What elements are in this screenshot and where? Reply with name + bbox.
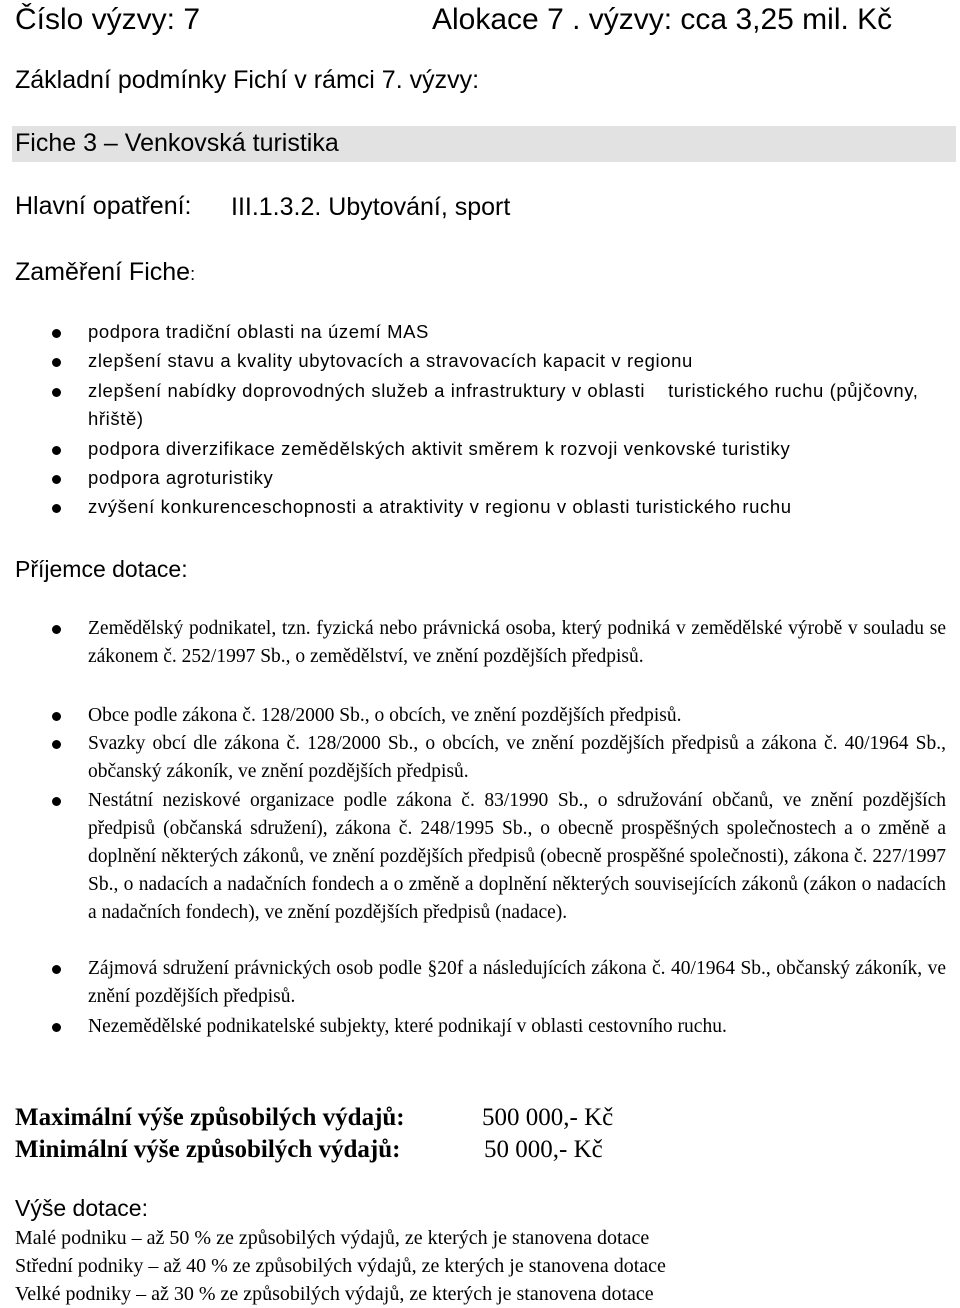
fiche-title: Fiche 3 – Venkovská turistika bbox=[15, 129, 339, 157]
bullet-icon bbox=[52, 475, 61, 484]
recipients-heading: Příjemce dotace: bbox=[15, 556, 188, 582]
call-number: Číslo výzvy: 7 bbox=[15, 3, 201, 36]
focus-heading bbox=[15, 256, 195, 290]
min-expenses-label: Minimální výše způsobilých výdajů: bbox=[15, 1136, 401, 1163]
recipient-item-text: Nestátní neziskové organizace podle zákona č. 83/1990 Sb., o sdružování občanů, ve znění pozdějších předpisů (občanská sdružení), zákona č. 248/1995 Sb., o obecně prospěšných společnostech a o změně a doplnění některých zákonů, ve znění pozdějších předpisů (obecně prospěšné společnosti), zákona č. 227/1997 Sb., o nadacích a nadačních fondech a o změně a doplnění některých souvisejících zákonů (zákon o nadacích a nadačních fondech), ve znění pozdějších předpisů (nadace). bbox=[88, 790, 946, 923]
rate-medium: Střední podniky – až 40 % ze způsobilých výdajů, ze kterých je stanovena dotace bbox=[15, 1255, 666, 1277]
bullet-icon bbox=[52, 446, 61, 455]
focus-item-text: podpora diverzifikace zemědělských aktivit směrem k rozvoji venkovské turistiky bbox=[88, 438, 791, 459]
rate-small: Malé podniku – až 50 % ze způsobilých výdajů, ze kterých je stanovena dotace bbox=[15, 1227, 650, 1249]
recipient-item-text: Zemědělský podnikatel, tzn. fyzická nebo právnická osoba, který podniká v zemědělské výrobě v souladu se zákonem č. 252/1997 Sb., o zemědělství, ve znění pozdějších předpisů. bbox=[88, 618, 946, 667]
bullet-icon bbox=[52, 329, 61, 338]
max-expenses-value: 500 000,- Kč bbox=[482, 1104, 614, 1131]
focus-item-text: podpora tradiční oblasti na území MAS bbox=[88, 321, 429, 342]
bullet-icon bbox=[52, 797, 61, 806]
recipient-item-text: Nezemědělské podnikatelské subjekty, které podnikají v oblasti cestovního ruchu. bbox=[88, 1016, 727, 1037]
rate-large: Velké podniky – až 30 % ze způsobilých výdajů, ze kterých je stanovena dotace bbox=[15, 1283, 654, 1305]
recipient-item-text: Obce podle zákona č. 128/2000 Sb., o obcích, ve znění pozdějších předpisů. bbox=[88, 705, 682, 726]
focus-item-text: zvýšení konkurenceschopnosti a atraktivity v regionu v oblasti turistického ruchu bbox=[88, 496, 792, 517]
basic-conditions-heading: Základní podmínky Fichí v rámci 7. výzvy: bbox=[15, 66, 480, 94]
bullet-icon bbox=[52, 965, 61, 974]
recipient-item-text: Svazky obcí dle zákona č. 128/2000 Sb., o obcích, ve znění pozdějších předpisů a zákona č. 40/1964 Sb., občanský zákoník, ve znění pozdějších předpisů. bbox=[88, 733, 946, 782]
amount-heading: Výše dotace: bbox=[15, 1195, 148, 1221]
bullet-icon bbox=[52, 358, 61, 367]
min-expenses-value: 50 000,- Kč bbox=[484, 1136, 603, 1163]
focus-item-text: zlepšení nabídky doprovodných služeb a infrastruktury v oblasti turistického ruchu (půjčovny, hřiště) bbox=[88, 380, 925, 429]
bullet-icon bbox=[52, 712, 61, 721]
recipient-item-text: Zájmová sdružení právnických osob podle §20f a následujících zákona č. 40/1964 Sb., občanský zákoník, ve znění pozdějších předpisů. bbox=[88, 958, 946, 1007]
focus-heading-text: Zaměření Fiche bbox=[15, 258, 191, 286]
bullet-icon bbox=[52, 740, 61, 749]
focus-item-text: zlepšení stavu a kvality ubytovacích a stravovacích kapacit v regionu bbox=[88, 350, 693, 371]
focus-heading-colon: : bbox=[190, 264, 196, 284]
main-measure-label: Hlavní opatření: bbox=[15, 192, 192, 220]
bullet-icon bbox=[52, 625, 61, 634]
bullet-icon bbox=[52, 504, 61, 513]
bullet-icon bbox=[52, 388, 61, 397]
main-measure-value: III.1.3.2. Ubytování, sport bbox=[231, 193, 511, 221]
focus-item-text: podpora agroturistiky bbox=[88, 467, 274, 488]
max-expenses-label: Maximální výše způsobilých výdajů: bbox=[15, 1104, 405, 1131]
bullet-icon bbox=[52, 1023, 61, 1032]
call-allocation: Alokace 7 . výzvy: cca 3,25 mil. Kč bbox=[432, 3, 893, 36]
